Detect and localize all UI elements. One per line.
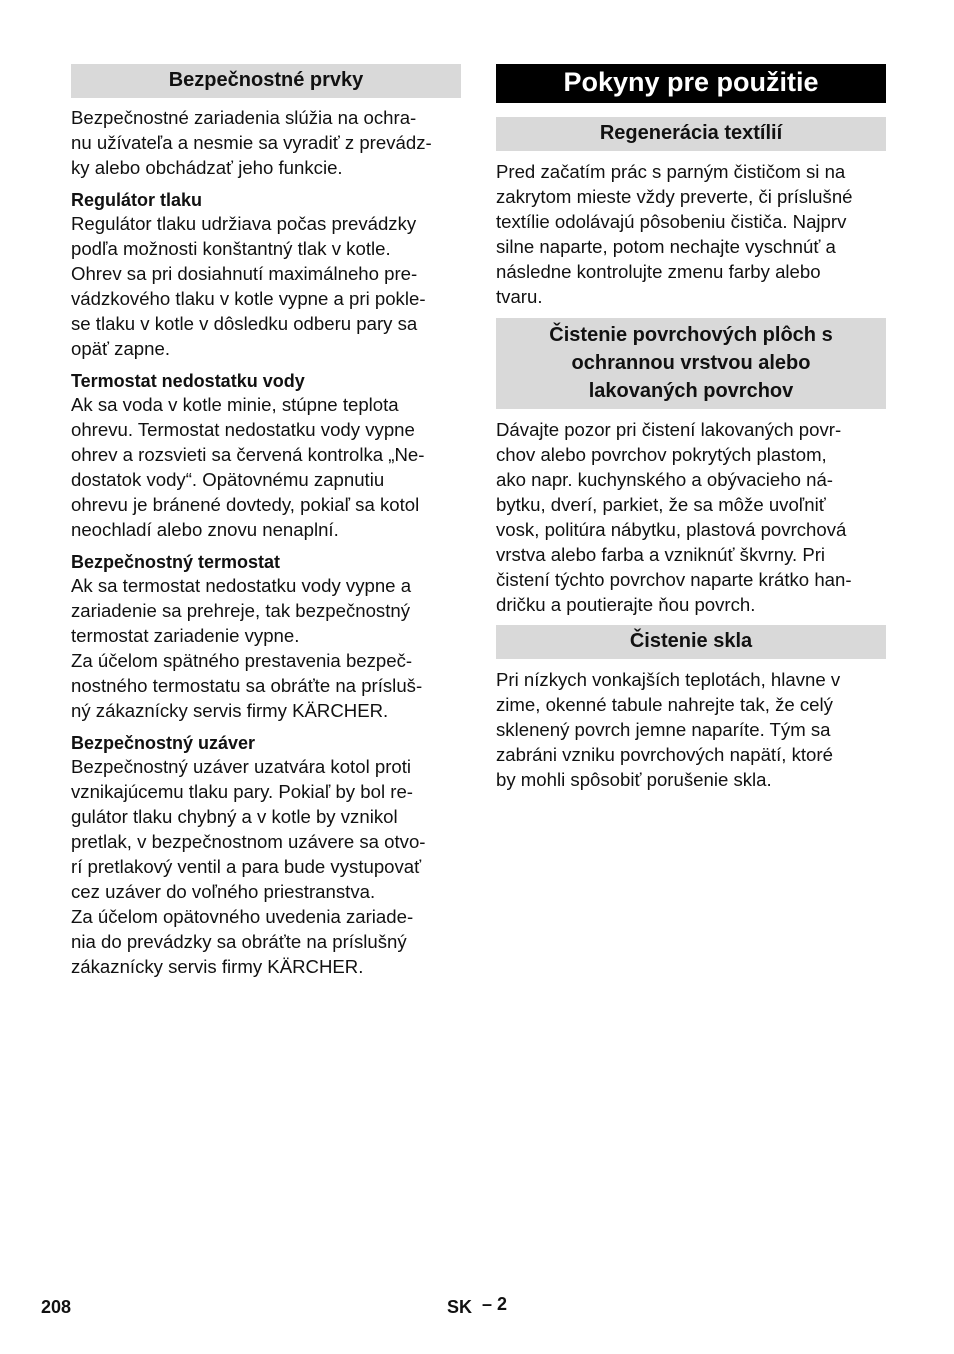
left-column [71, 64, 461, 979]
coated-surfaces-text: Dávajte pozor pri čistení lakovaných povr- chov alebo povrchov pokrytých plastom, ako napr. kuchynského a obývacieho ná- bytku, dverí, parkiet, že sa môže uvoľniť vosk, politúra nábytku, plastová povrchová vrstva alebo farba a vzniknúť škvrny. Pri čistení týchto povrchov naparte krátko han- dričku a poutierajte ňou povrch. [496, 419, 852, 615]
section-heading-coated-surfaces: Čistenie povrchových plôch s ochrannou vrstvou alebo lakovaných povrchov [496, 318, 886, 409]
safety-thermostat-text: Ak sa termostat nedostatku vody vypne a zariadenie sa prehreje, tak bezpečnostný termostat zariadenie vypne. Za účelom spätného prestavenia bezpeč- nostného termostatu sa obráťte na prísluš- ný zákaznícky servis firmy KÄRCHER. [71, 575, 423, 721]
section-heading-safety: Bezpečnostné prvky [71, 64, 461, 98]
textiles-text: Pred začatím prác s parným čističom si na zakrytom mieste vždy preverte, či príslušné textílie odolávajú pôsobeniu čističa. Najprv silne naparte, potom nechajte vyschnúť a následne kontrolujte zmenu farby alebo tvaru. [496, 161, 853, 307]
pressure-regulator-text: Regulátor tlaku udržiava počas prevádzky podľa možnosti konštantný tlak v kotle. Ohrev sa pri dosiahnutí maximálneho pre- vádzkového tlaku v kotle vypne a pri pokle- se tlaku v kotle v dôsledku odberu pary sa opäť zapne. [71, 213, 426, 359]
glass-text: Pri nízkych vonkajších teplotách, hlavne v zime, okenné tabule nahrejte tak, že celý sklenený povrch jemne naparíte. Tým sa zabráni vzniku povrchových napätí, ktoré by mohli spôsobiť porušenie skla. [496, 669, 841, 790]
water-thermostat-text: Ak sa voda v kotle minie, stúpne teplota ohrevu. Termostat nedostatku vody vypne ohrev a rozsvieti sa červená kontrolka „Ne- dostatok vody“. Opätovnému zapnutiu ohrevu je bránené dovtedy, pokiaľ sa kotol neochladí alebo znovu nenaplní. [71, 394, 425, 540]
language-code: SK [447, 1297, 473, 1317]
safety-valve-text: Bezpečnostný uzáver uzatvára kotol proti vznikajúcemu tlaku pary. Pokiaľ by bol re- gulátor tlaku chybný a v kotle by vznikol pretlak, v bezpečnostnom uzávere sa otvo- rí pretlakový ventil a para bude vystupovať cez uzáver do voľného priestranstva. Za účelom opätovného uvedenia zariade- nia do prevádzky sa obráťte na príslušný zákaznícky servis firmy KÄRCHER. [71, 756, 426, 977]
subheading-safety-valve: Bezpečnostný uzáver [71, 733, 256, 753]
right-column [496, 64, 886, 792]
safety-intro: Bezpečnostné zariadenia slúžia na ochra- nu užívateľa a nesmie sa vyradiť z prevádz- ky alebo obchádzať jeho funkcie. [71, 107, 432, 178]
sub-page-number: – 2 [482, 1294, 508, 1314]
page-title: Pokyny pre použitie [496, 64, 886, 103]
page-number: 208 [41, 1297, 72, 1317]
section-heading-glass: Čistenie skla [496, 625, 886, 659]
subheading-water-thermostat: Termostat nedostatku vody [71, 371, 305, 391]
subheading-safety-thermostat: Bezpečnostný termostat [71, 552, 281, 572]
section-heading-textiles: Regenerácia textílií [496, 117, 886, 151]
subheading-pressure-regulator: Regulátor tlaku [71, 190, 203, 210]
